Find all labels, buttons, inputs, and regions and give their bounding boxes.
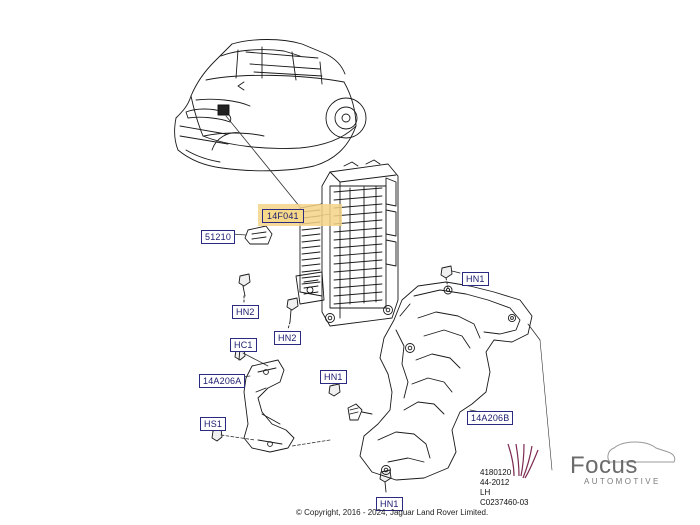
focus-logo-text: Focus	[570, 452, 638, 479]
callout-51210[interactable]: 51210	[201, 230, 235, 244]
fastener-hn1-top-right	[441, 266, 460, 288]
part-number-line-4: C0237460-03	[480, 498, 529, 507]
fastener-hn2-right	[287, 298, 298, 329]
callout-hn2-left[interactable]: HN2	[232, 305, 259, 319]
callout-hn1-top-right[interactable]: HN1	[462, 272, 489, 286]
callout-hn1-upper[interactable]: HN1	[320, 370, 347, 384]
part-number-line-3: LH	[480, 488, 491, 497]
callout-hc1[interactable]: HC1	[230, 338, 257, 352]
callout-hn2-right[interactable]: HN2	[274, 331, 301, 345]
fastener-hn2-left	[239, 274, 250, 302]
callout-14a206b[interactable]: 14A206B	[467, 411, 513, 425]
vehicle-illustration	[175, 40, 366, 171]
callout-14f041[interactable]: 14F041	[262, 209, 304, 223]
fuse-box-assembly	[296, 160, 398, 326]
part-number-line-1: 4180120	[480, 468, 512, 477]
bracket-14a206a	[244, 360, 294, 452]
callout-hn1-bottom[interactable]: HN1	[376, 497, 403, 511]
callout-hs1[interactable]: HS1	[200, 417, 226, 431]
retainer-clip-51210	[245, 226, 272, 244]
copyright-notice: © Copyright, 2016 - 2024, Jaguar Land Rover Limited.	[296, 508, 489, 517]
callout-14a206a[interactable]: 14A206A	[199, 374, 245, 388]
part-number-line-2: 44-2012	[480, 478, 510, 487]
part-info-block	[480, 468, 528, 508]
focus-logo-subtitle: AUTOMOTIVE	[584, 477, 661, 486]
bracket-14a206b	[348, 282, 532, 480]
